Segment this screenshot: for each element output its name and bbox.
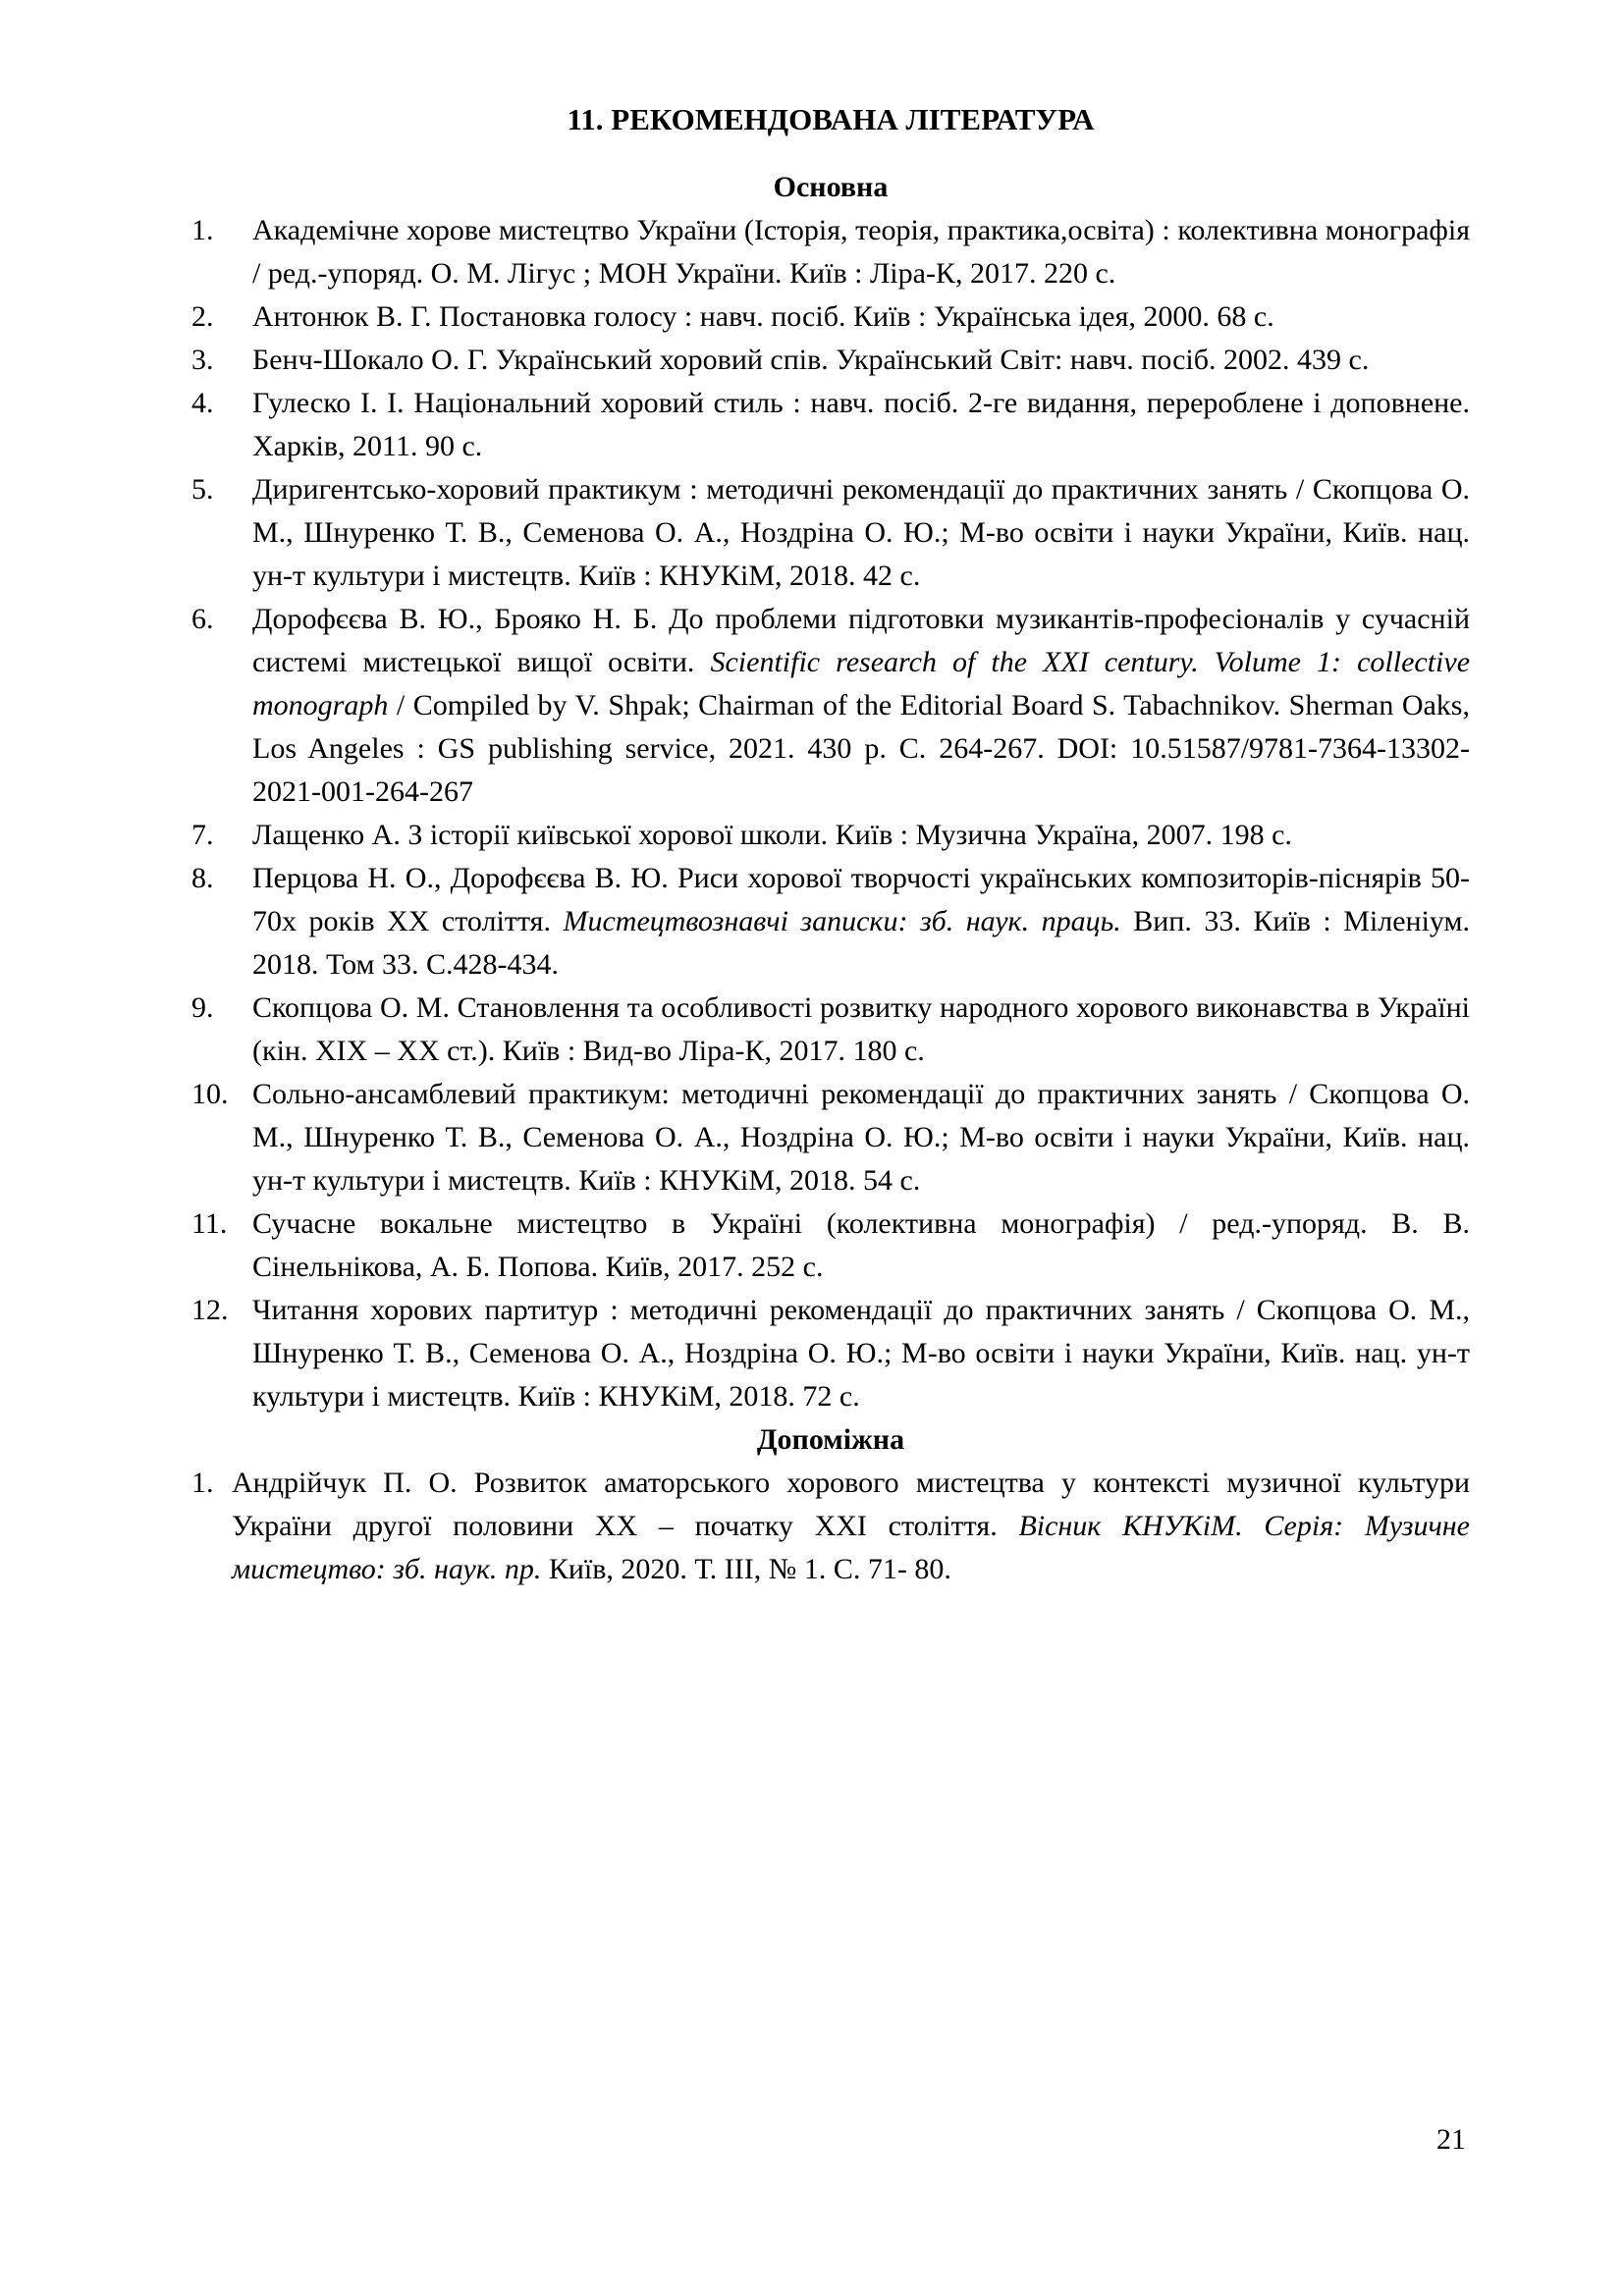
reference-item: [191, 814, 1470, 857]
reference-item: [191, 468, 1470, 598]
page-number: 21: [1436, 2123, 1466, 2156]
text-segment: Scientific research of the XXI century. Volume 1: collective monograph: [252, 646, 1471, 721]
reference-item: [191, 209, 1470, 295]
item-number: 7.: [191, 819, 214, 851]
reference-item: [191, 1202, 1470, 1289]
page-title: 11. РЕКОМЕНДОВАНА ЛІТЕРАТУРА: [567, 102, 1095, 136]
reference-item: [191, 339, 1470, 382]
text-segment: / Compiled by V. Shpak; Chairman of the Editorial Board S. Tabachnikov. Sherman Oaks, Los Angeles : GS publishing service, 2021. 430 p. С. 264-267. DOI: 10.51587/9781-7364-13302-2021-001-264-267: [252, 689, 1470, 808]
item-number: 3.: [191, 344, 214, 376]
text-segment: Вип. 33. Київ : Міленіум. 2018. Том 33. С.428-434.: [252, 905, 1470, 981]
text-segment: Андрійчук П. О. Розвиток аматорського хорового мистецтва у контексті музичної культури України другої половини ХХ – початку ХХІ століття.: [232, 1467, 1470, 1542]
text-segment: Диригентсько-хоровий практикум : методичні рекомендації до практичних занять / Скопцова О. М., Шнуренко Т. В., Семенова О. А., Ноздріна О. Ю.; М-во освіти і науки України, Київ. нац. ун-т культури і мистецтв. Київ : КНУКіМ, 2018. 42 с.: [252, 473, 1470, 592]
reference-list-main: [191, 209, 1470, 1418]
section-heading-main: Основна: [773, 171, 889, 203]
item-number: 11.: [191, 1207, 228, 1240]
reference-item: [191, 1462, 1470, 1591]
item-number: 1.: [191, 1467, 214, 1499]
item-number: 2.: [191, 300, 214, 333]
sections: [191, 166, 1470, 1591]
text-segment: Київ, 2020. Т. ІІІ, № 1. С. 71- 80.: [541, 1553, 951, 1585]
item-number: 4.: [191, 387, 214, 419]
text-segment: Скопцова О. М. Становлення та особливості розвитку народного хорового виконавства в Україні (кін. ХІХ – ХХ ст.). Київ : Вид-во Ліра-К, 2017. 180 с.: [252, 991, 1470, 1067]
item-number: 1.: [191, 214, 214, 246]
text-segment: Мистецтвознавчі записки: зб. наук. праць.: [563, 905, 1121, 937]
reference-item: [191, 1073, 1470, 1202]
item-number: 6.: [191, 603, 214, 635]
text-segment: Дорофєєва В. Ю., Брояко Н. Б. До проблеми підготовки музикантів-професіоналів у сучасній системі мистецької вищої освіти.: [252, 603, 1470, 678]
reference-item: [191, 1289, 1470, 1418]
text-segment: Антонюк В. Г. Постановка голосу : навч. посіб. Київ : Українська ідея, 2000. 68 с.: [252, 300, 1274, 333]
text-segment: Гулеско І. І. Національний хоровий стиль : навч. посіб. 2-ге видання, перероблене і доповнене. Харків, 2011. 90 с.: [252, 387, 1470, 462]
text-segment: Читання хорових партитур : методичні рекомендації до практичних занять / Скопцова О. М., Шнуренко Т. В., Семенова О. А., Ноздріна О. Ю.; М-во освіти і науки України, Київ. нац. ун-т культури і мистецтв. Київ : КНУКіМ, 2018. 72 с.: [252, 1294, 1470, 1413]
item-number: 10.: [191, 1078, 229, 1110]
reference-item: [191, 295, 1470, 339]
text-segment: Лащенко А. З історії київської хорової школи. Київ : Музична Україна, 2007. 198 с.: [252, 819, 1292, 851]
reference-list-supplementary: [191, 1462, 1470, 1591]
section-heading-supplementary: Допоміжна: [756, 1423, 905, 1456]
text-segment: Вісник КНУКіМ. Серія: Музичне мистецтво: зб. наук. пр.: [232, 1510, 1470, 1585]
item-number: 5.: [191, 473, 214, 506]
reference-item: [191, 857, 1470, 987]
text-segment: Бенч-Шокало О. Г. Український хоровий спів. Український Світ: навч. посіб. 2002. 439 с.: [252, 344, 1370, 376]
text-segment: Сучасне вокальне мистецтво в Україні (колективна монографія) / ред.-упоряд. В. В. Сінельнікова, А. Б. Попова. Київ, 2017. 252 с.: [252, 1207, 1470, 1283]
text-segment: Сольно-ансамблевий практикум: методичні рекомендації до практичних занять / Скопцова О. М., Шнуренко Т. В., Семенова О. А., Ноздріна О. Ю.; М-во освіти і науки України, Київ. нац. ун-т культури і мистецтв. Київ : КНУКіМ, 2018. 54 с.: [252, 1078, 1470, 1197]
reference-item: [191, 598, 1470, 814]
reference-item: [191, 382, 1470, 468]
item-number: 12.: [191, 1294, 229, 1326]
reference-item: [191, 987, 1470, 1073]
text-segment: Перцова Н. О., Дорофєєва В. Ю. Риси хорової творчості українських композиторів-піснярів 50-70х років ХХ століття.: [252, 862, 1470, 937]
item-number: 8.: [191, 862, 214, 894]
text-segment: Академічне хорове мистецтво України (Історія, теорія, практика,освіта) : колективна монографія / ред.-упоряд. О. М. Лігус ; МОН України. Київ : Ліра-К, 2017. 220 с.: [252, 214, 1470, 290]
item-number: 9.: [191, 991, 214, 1024]
